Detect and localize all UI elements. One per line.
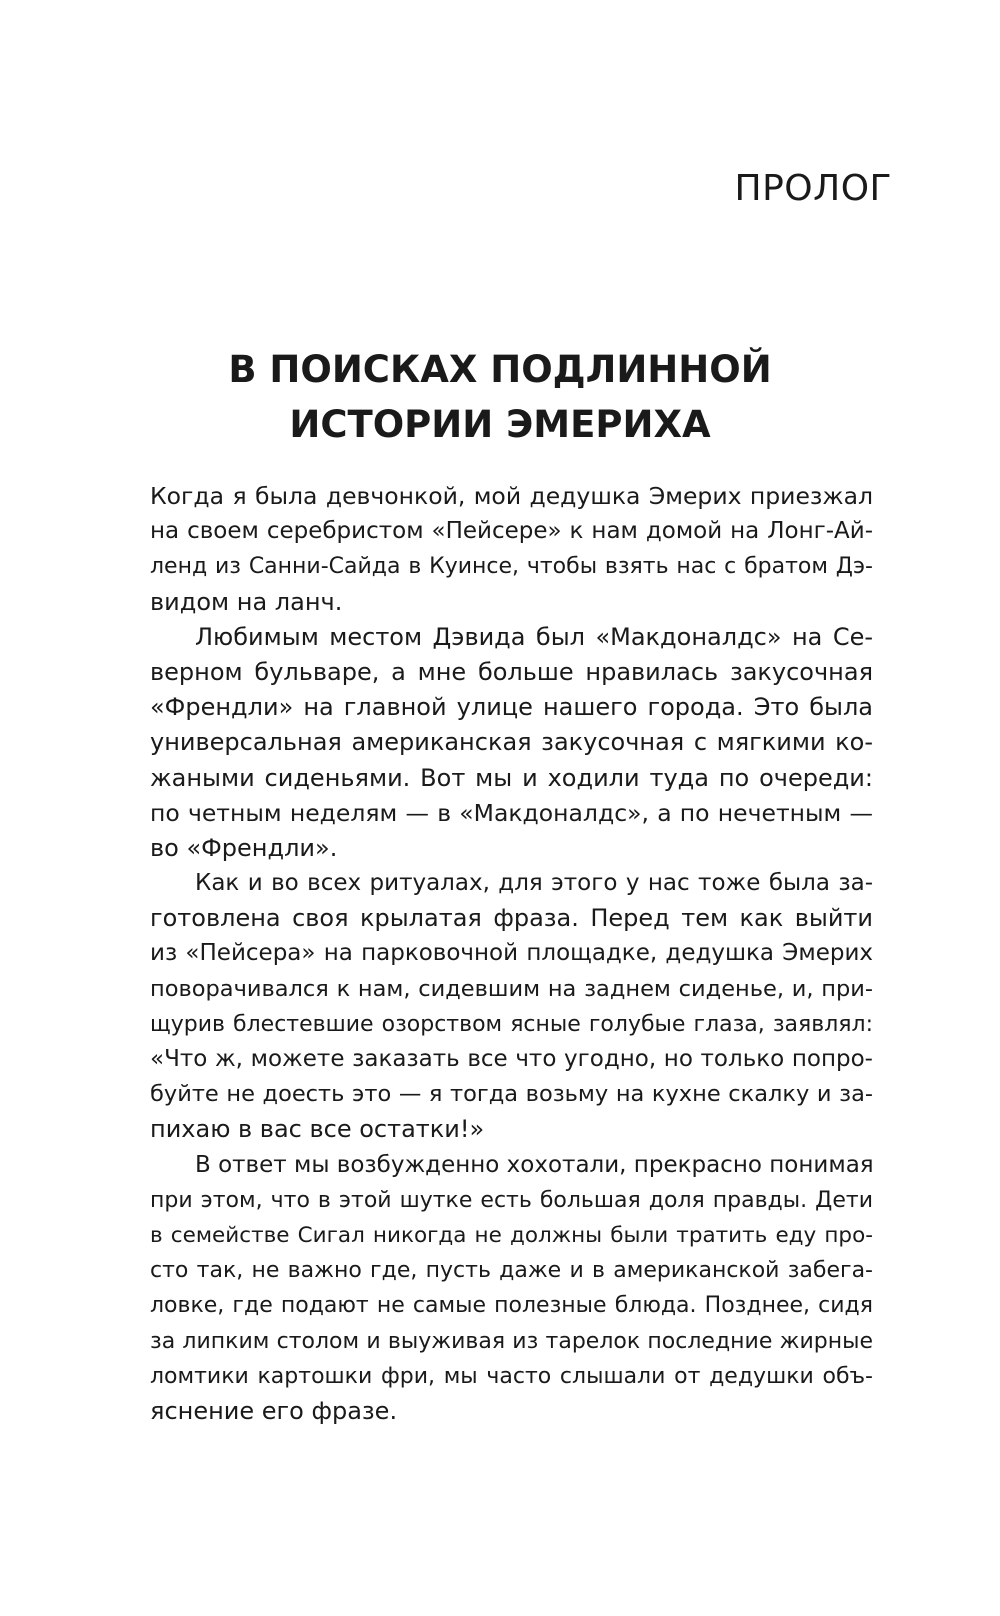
paragraph	[150, 620, 873, 866]
text-line: за липким столом и выуживая из тарелок последние жирные	[150, 1328, 873, 1354]
text-line: пихаю в вас все остатки!»	[150, 1115, 485, 1144]
text-line: ловке, где подают не самые полезные блюда. Позднее, сидя	[150, 1293, 873, 1319]
text-line: универсальная американская закусочная с мягкими ко-	[150, 728, 873, 757]
text-line: поворачивался к нам, сидевшим на заднем сиденье, и, при-	[150, 975, 873, 1002]
text-line: «Френдли» на главной улице нашего города. Это была	[150, 693, 873, 722]
text-line: щурив блестевшие озорством ясные голубые глаза, заявлял:	[150, 1011, 873, 1037]
paragraph	[150, 479, 873, 620]
paragraph	[150, 1148, 873, 1430]
text-line: «Что ж, можете заказать все что угодно, но только попро-	[150, 1046, 873, 1072]
text-line: на своем серебристом «Пейсере» к нам домой на Лонг-Ай-	[150, 518, 873, 545]
text-line: видом на ланч.	[150, 587, 343, 616]
text-line: ленд из Санни-Сайда в Куинсе, чтобы взять нас с братом Дэ-	[150, 554, 873, 580]
text-line: по четным неделям — в «Макдоналдс», а по нечетным —	[150, 798, 873, 827]
paragraph	[150, 866, 873, 1148]
chapter-title	[0, 342, 1000, 452]
text-line: ломтики картошки фри, мы часто слышали от дедушки объ-	[150, 1363, 873, 1389]
text-line: В ответ мы возбужденно хохотали, прекрасно понимая	[195, 1151, 874, 1178]
text-line: сто так, не важно где, пусть даже и в американской забега-	[150, 1258, 873, 1284]
text-line: верном бульваре, а мне больше нравилась закусочная	[150, 657, 873, 686]
text-line: при этом, что в этой шутке есть большая доля правды. Дети	[150, 1187, 873, 1213]
body-text	[150, 479, 873, 1429]
text-line: буйте не доесть это — я тогда возьму на кухне скалку и за-	[150, 1081, 873, 1108]
text-line: яснение его фразе.	[150, 1396, 398, 1425]
text-line: во «Френдли».	[150, 833, 338, 862]
text-line: готовлена своя крылатая фраза. Перед тем как выйти	[150, 904, 873, 933]
chapter-title-line: В ПОИСКАХ ПОДЛИННОЙ	[228, 348, 772, 391]
text-line: жаными сиденьями. Вот мы и ходили туда по очереди:	[150, 763, 873, 792]
chapter-title-line: ИСТОРИИ ЭМЕРИХА	[289, 403, 711, 446]
text-line: Как и во всех ритуалах, для этого у нас тоже была за-	[195, 870, 873, 897]
section-label: ПРОЛОГ	[734, 168, 892, 209]
text-line: из «Пейсера» на парковочной площадке, дедушка Эмерих	[150, 940, 873, 967]
text-line: Любимым местом Дэвида был «Макдоналдс» на Се-	[195, 622, 873, 651]
text-line: Когда я была девчонкой, мой дедушка Эмерих приезжал	[150, 482, 873, 510]
text-line: в семействе Сигал никогда не должны были тратить еду про-	[150, 1222, 873, 1248]
